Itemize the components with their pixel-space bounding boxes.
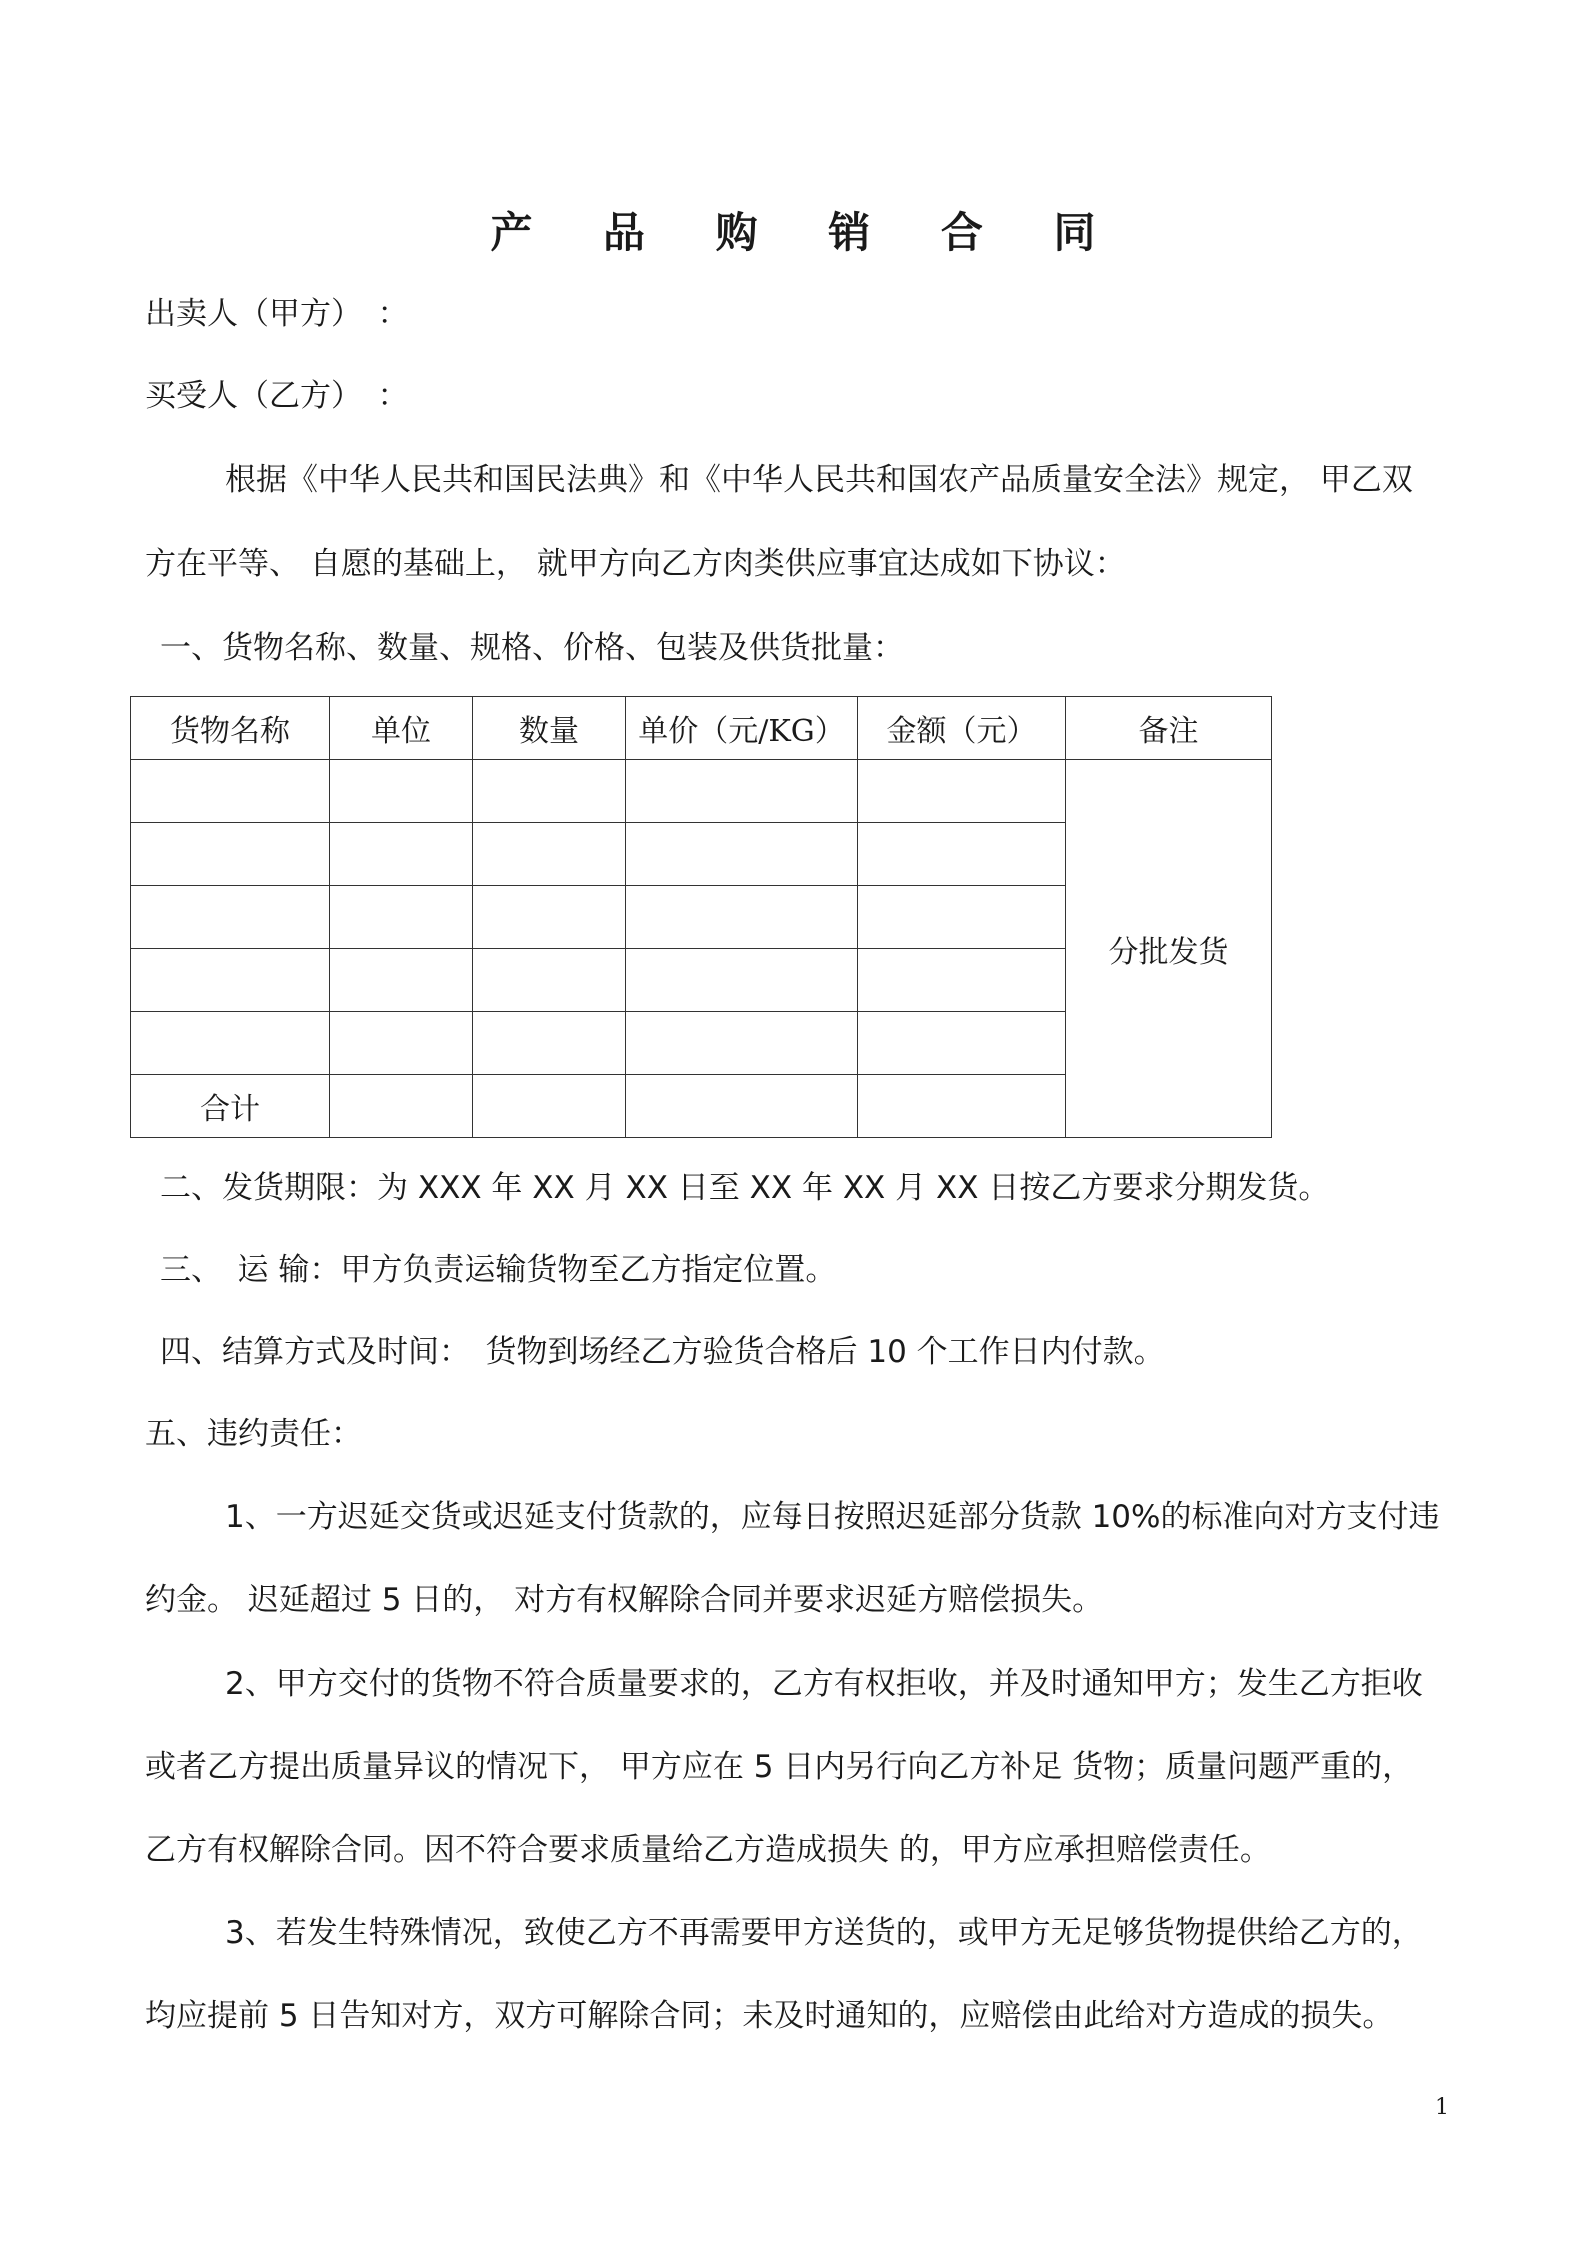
table-cell [330,823,473,886]
table-cell [330,1012,473,1075]
clause1-line-2: 约金。 迟延超过 5 日的， 对方有权解除合同并要求迟延方赔偿损失。 [145,1582,1104,1618]
table-cell [473,886,626,949]
table-cell [131,823,330,886]
header-goods-name: 货物名称 [131,697,330,760]
table-cell [131,949,330,1012]
table-cell [330,760,473,823]
remark-cell: 分批发货 [1066,760,1272,1138]
table-cell [626,760,858,823]
table-cell [330,949,473,1012]
table-cell [626,823,858,886]
table-cell [858,760,1066,823]
section1-heading: 一、货物名称、数量、规格、价格、包装及供货批量： [160,630,904,666]
table-cell [473,1012,626,1075]
preamble-line-1: 根据《中华人民共和国民法典》和《中华人民共和国农产品质量安全法》规定， 甲乙双 [225,462,1413,498]
table-cell [858,886,1066,949]
buyer-line: 买受人（乙方） ： [145,378,409,414]
header-remark: 备注 [1066,697,1272,760]
table-cell [626,949,858,1012]
table-cell [626,886,858,949]
table-header-row [131,697,1272,760]
header-unit-price: 单价（元/KG） [626,697,858,760]
table-cell [131,760,330,823]
section3-transport: 三、 运 输：甲方负责运输货物至乙方指定位置。 [160,1252,837,1288]
table-cell [473,760,626,823]
seller-line: 出卖人（甲方） ： [145,296,409,332]
table-cell [473,1075,626,1138]
table-cell [330,886,473,949]
table-cell [626,1012,858,1075]
section4-settlement: 四、结算方式及时间： 货物到场经乙方验货合格后 10 个工作日内付款。 [160,1334,1165,1370]
clause1-line-1: 1、一方迟延交货或迟延支付货款的，应每日按照迟延部分货款 10%的标准向对方支付违 [225,1499,1440,1535]
table-cell [473,949,626,1012]
header-amount: 金额（元） [858,697,1066,760]
table-cell [858,949,1066,1012]
table-cell [131,1012,330,1075]
section2-delivery-term: 二、发货期限：为 XXX 年 XX 月 XX 日至 XX 年 XX 月 XX 日按乙方要求分期发货。 [160,1170,1330,1206]
header-quantity: 数量 [473,697,626,760]
clause2-line-1: 2、甲方交付的货物不符合质量要求的，乙方有权拒收，并及时通知甲方；发生乙方拒收 [225,1666,1423,1702]
table-cell [131,886,330,949]
total-label: 合计 [131,1075,330,1138]
table-row [131,760,1272,823]
table-cell [858,823,1066,886]
clause2-line-3: 乙方有权解除合同。因不符合要求质量给乙方造成损失 的，甲方应承担赔偿责任。 [145,1832,1271,1868]
table-cell [858,1075,1066,1138]
goods-table [130,696,1272,1138]
table-cell [626,1075,858,1138]
table-cell [330,1075,473,1138]
table-cell [858,1012,1066,1075]
clause2-line-2: 或者乙方提出质量异议的情况下， 甲方应在 5 日内另行向乙方补足 货物；质量问题严重的， [145,1749,1414,1785]
header-unit: 单位 [330,697,473,760]
clause3-line-1: 3、若发生特殊情况，致使乙方不再需要甲方送货的，或甲方无足够货物提供给乙方的， [225,1915,1423,1951]
document-title: 产 品 购 销 合 同 [490,208,1124,257]
clause3-line-2: 均应提前 5 日告知对方，双方可解除合同；未及时通知的，应赔偿由此给对方造成的损失。 [145,1998,1394,2034]
preamble-line-2: 方在平等、 自愿的基础上， 就甲方向乙方肉类供应事宜达成如下协议： [145,546,1126,582]
table-cell [473,823,626,886]
section5-heading: 五、违约责任： [145,1416,362,1452]
page-number: 1 [1435,2095,1449,2120]
